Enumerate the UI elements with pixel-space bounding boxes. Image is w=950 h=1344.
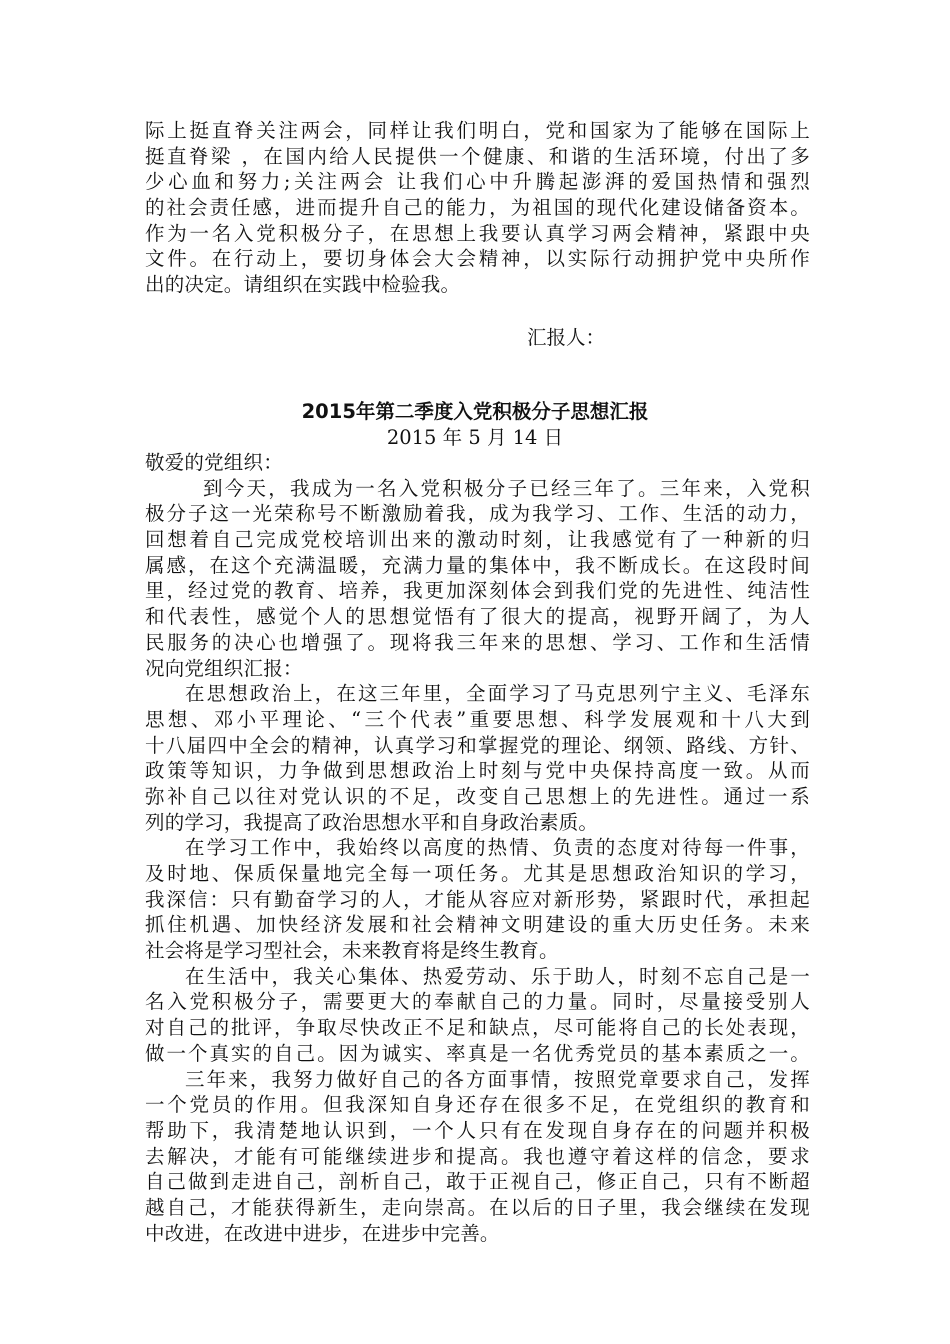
paragraph-1 [145, 476, 810, 682]
text-line: 去解决，才能有可能继续进步和提高。我也遵守着这样的信念，要求 [145, 1144, 810, 1168]
text-line: 在学习工作中，我始终以高度的热情、负责的态度对待每一件事， [185, 836, 810, 860]
text-line: 极分子这一光荣称号不断激励着我，成为我学习、工作、生活的动力， [145, 502, 810, 526]
text-line: 三年来，我努力做好自己的各方面事情，按照党章要求自己，发挥 [185, 1067, 810, 1091]
paragraph-2 [145, 681, 810, 835]
text-line: 对自己的批评，争取尽快改正不足和缺点，尽可能将自己的长处表现， [145, 1016, 810, 1040]
salutation: 敬爱的党组织： [145, 451, 283, 474]
text-line: 的社会责任感，进而提升自己的能力，为祖国的现代化建设储备资本。 [145, 196, 810, 220]
signature-label: 汇报人： [527, 326, 606, 349]
text-line: 属感，在这个充满温暖，充满力量的集体中，我不断成长。在这段时间 [145, 553, 810, 577]
report-body [145, 450, 810, 1246]
text-line: 民服务的决心也增强了。现将我三年来的思想、学习、工作和生活情 [145, 630, 810, 654]
paragraph-4 [145, 964, 810, 1067]
text-line: 挺直脊梁 ，在国内给人民提供一个健康、和谐的生活环境，付出了多 [145, 144, 810, 168]
text-line: 做一个真实的自己。因为诚实、率真是一名优秀党员的基本素质之一。 [145, 1041, 810, 1065]
paragraph-3 [145, 835, 810, 963]
text-line: 文件。在行动上，要切身体会大会精神，以实际行动拥护党中央所作 [145, 247, 810, 271]
text-line: 我深信：只有勤奋学习的人，才能从容应对新形势，紧跟时代，承担起 [145, 887, 810, 911]
text-line: 和代表性，感觉个人的思想觉悟有了很大的提高，视野开阔了，为人 [145, 605, 810, 629]
text-line: 思想、邓小平理论、“三个代表”重要思想、科学发展观和十八大到 [145, 707, 810, 731]
text-line: 帮助下，我清楚地认识到，一个人只有在发现自身存在的问题并积极 [145, 1118, 810, 1142]
text-line: 里，经过党的教育、培养，我更加深刻体会到我们党的先进性、纯洁性 [145, 579, 810, 603]
text-line: 抓住机遇、加快经济发展和社会精神文明建设的重大历史任务。未来 [145, 913, 810, 937]
text-line: 及时地、保质保量地完全每一项任务。尤其是思想政治知识的学习， [145, 862, 810, 885]
intro-paragraph [145, 118, 810, 298]
text-line: 况向党组织汇报： [145, 656, 303, 680]
text-line: 在生活中，我关心集体、热爱劳动、乐于助人，时刻不忘自己是一 [185, 964, 810, 988]
text-line: 作为一名入党积极分子，在思想上我要认真学习两会精神，紧跟中央 [145, 221, 810, 245]
text-line: 越自己，才能获得新生，走向崇高。在以后的日子里，我会继续在发现 [145, 1195, 810, 1219]
paragraph-5 [145, 1067, 810, 1247]
text-line: 到今天，我成为一名入党积极分子已经三年了。三年来，入党积 [203, 476, 810, 500]
text-line: 弥补自己以往对党认识的不足，改变自己思想上的先进性。通过一系 [145, 784, 810, 808]
text-line: 政策等知识，力争做到思想政治上时刻与党中央保持高度一致。从而 [145, 759, 810, 783]
document-date: 2015 年 5 月 14 日 [386, 426, 564, 449]
text-line: 十八届四中全会的精神，认真学习和掌握党的理论、纲领、路线、方针、 [145, 733, 810, 757]
text-line: 社会将是学习型社会，未来教育将是终生教育。 [145, 939, 559, 963]
text-line: 中改进，在改进中进步，在进步中完善。 [145, 1221, 500, 1245]
text-line: 自己做到走进自己，剖析自己，敢于正视自己，修正自己，只有不断超 [145, 1170, 810, 1194]
text-line: 出的决定。请组织在实践中检验我。 [145, 273, 461, 297]
text-line: 列的学习，我提高了政治思想水平和自身政治素质。 [145, 810, 599, 834]
text-line: 名入党积极分子，需要更大的奉献自己的力量。同时，尽量接受别人 [145, 990, 810, 1014]
text-line: 少心血和努力;关注两会 让我们心中升腾起澎湃的爱国热情和强烈 [145, 170, 810, 194]
text-line: 一个党员的作用。但我深知自身还存在很多不足，在党组织的教育和 [145, 1093, 810, 1117]
document-title: 2015年第二季度入党积极分子思想汇报 [301, 400, 649, 423]
text-line: 在思想政治上，在这三年里，全面学习了马克思列宁主义、毛泽东 [185, 682, 810, 706]
text-line: 回想着自己完成党校培训出来的激动时刻，让我感觉有了一种新的归 [145, 528, 810, 552]
text-line: 际上挺直脊关注两会，同样让我们明白，党和国家为了能够在国际上 [145, 119, 810, 142]
